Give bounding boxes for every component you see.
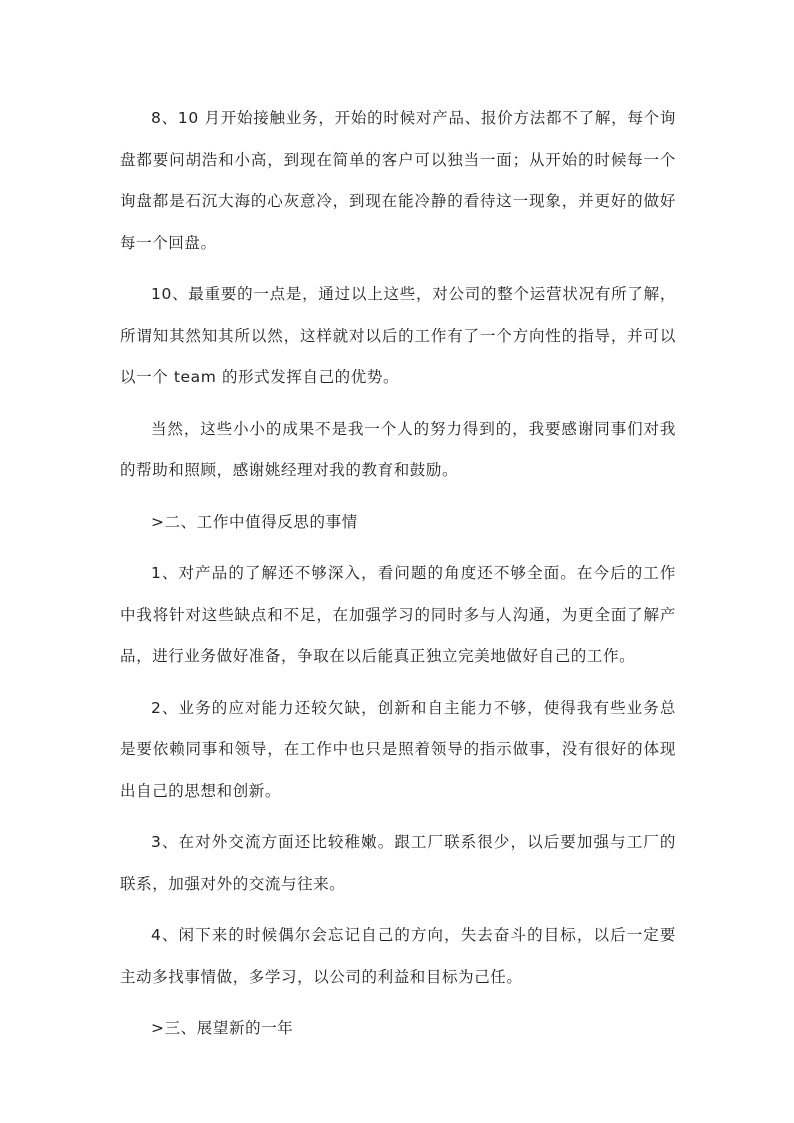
paragraph-reflection-3: 3、在对外交流方面还比较稚嫩。跟工厂联系很少，以后要加强与工厂的联系，加强对外的交流与往来。 — [120, 833, 676, 893]
paragraph-reflection-2: 2、业务的应对能力还较欠缺，创新和自主能力不够，使得我有些业务总是要依赖同事和领导，在工作中也只是照着领导的指示做事，没有很好的体现出自己的思想和创新。 — [120, 698, 676, 800]
paragraph-reflection-1: 1、对产品的了解还不够深入，看问题的角度还不够全面。在今后的工作中我将针对这些缺点和不足，在加强学习的同时多与人沟通，为更全面了解产品，进行业务做好准备，争取在以后能真正独立完美地做好自己的工作。 — [120, 564, 676, 665]
paragraph-business-start: 8、10 月开始接触业务，开始的时候对产品、报价方法都不了解，每个询盘都要问胡浩和小高，到现在简单的客户可以独当一面；从开始的时候每一个询盘都是石沉大海的心灰意冷，到现在能冷静的看待这一现象，并更好的做好每一个回盘。 — [120, 109, 676, 252]
paragraph-most-important: 10、最重要的一点是，通过以上这些，对公司的整个运营状况有所了解，所谓知其然知其所以然，这样就对以后的工作有了一个方向性的指导，并可以以一个 team 的形式发挥自己的优势。 — [120, 285, 676, 386]
paragraph-reflection-4: 4、闲下来的时候偶尔会忘记自己的方向，失去奋斗的目标，以后一定要主动多找事情做，多学习，以公司的利益和目标为己任。 — [120, 926, 676, 986]
section-heading-reflection: >二、工作中值得反思的事情 — [151, 512, 358, 531]
paragraph-thanks: 当然，这些小小的成果不是我一个人的努力得到的，我要感谢同事们对我的帮助和照顾，感谢姚经理对我的教育和鼓励。 — [120, 419, 676, 479]
section-heading-outlook: >三、展望新的一年 — [151, 1019, 294, 1037]
document-body — [120, 98, 676, 1050]
